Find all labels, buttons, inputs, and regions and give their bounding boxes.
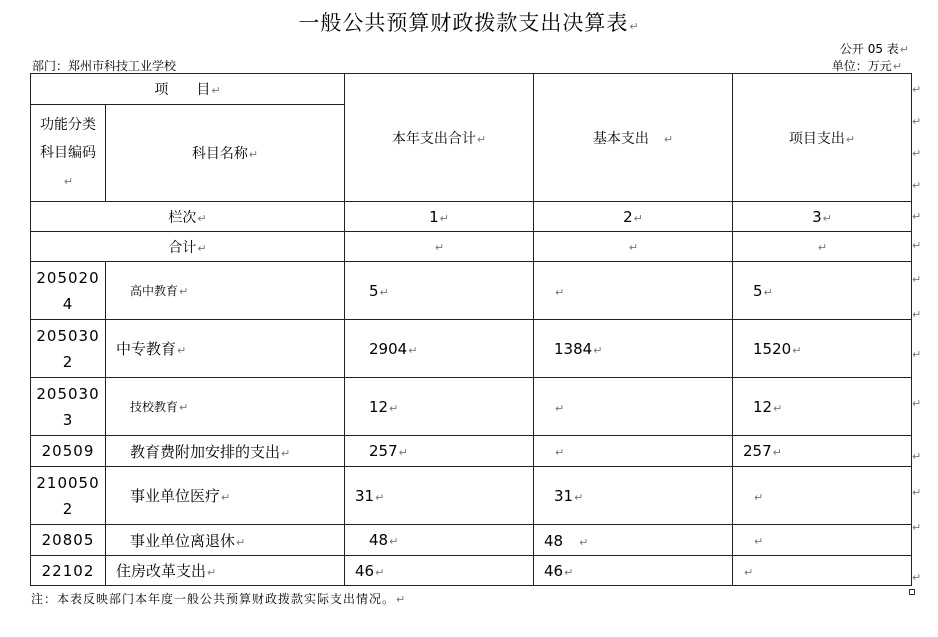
basic-value: ↵ xyxy=(534,262,733,320)
table-row xyxy=(31,262,912,320)
paragraph-mark: ↵ xyxy=(912,450,922,463)
subject-name: 技校教育↵ xyxy=(106,378,345,436)
column-index-row xyxy=(31,202,912,232)
unit-label: 单位：万元↵ xyxy=(831,59,902,73)
paragraph-mark: ↵ xyxy=(912,397,922,410)
func-code: 205030 3 xyxy=(31,378,106,436)
func-code: 22102 xyxy=(31,556,106,586)
header-row-item xyxy=(31,74,912,105)
report-title: 一般公共预算财政拨款支出决算表↵ xyxy=(298,11,640,35)
sum-total: ↵ xyxy=(345,232,534,262)
column-index-basic: 2↵ xyxy=(534,202,733,232)
sum-basic: ↵ xyxy=(534,232,733,262)
paragraph-mark: ↵ xyxy=(912,115,922,128)
basic-value: ↵ xyxy=(534,436,733,467)
subject-name: 教育费附加安排的支出↵ xyxy=(106,436,345,467)
paragraph-mark: ↵ xyxy=(912,571,922,584)
func-code: 205030 2 xyxy=(31,320,106,378)
func-code: 20509 xyxy=(31,436,106,467)
table-row xyxy=(31,320,912,378)
paragraph-mark: ↵ xyxy=(912,486,922,499)
sum-row xyxy=(31,232,912,262)
form-number: 公开 05 表↵ xyxy=(839,42,909,56)
column-index-label: 栏次↵ xyxy=(31,202,345,232)
paragraph-mark: ↵ xyxy=(912,308,922,321)
basic-value: 48 ↵ xyxy=(534,525,733,556)
header-item: 项 目↵ xyxy=(31,74,345,105)
table-row xyxy=(31,467,912,525)
table-row xyxy=(31,556,912,586)
total-value: 12↵ xyxy=(345,378,534,436)
paragraph-mark: ↵ xyxy=(912,521,922,534)
func-code: 205020 4 xyxy=(31,262,106,320)
project-value: 1520↵ xyxy=(733,320,912,378)
project-value: ↵ xyxy=(733,467,912,525)
total-value: 31↵ xyxy=(345,467,534,525)
header-basic: 基本支出 ↵ xyxy=(534,74,733,202)
paragraph-mark: ↵ xyxy=(912,348,922,361)
subject-name: 事业单位离退休↵ xyxy=(106,525,345,556)
footnote: 注：本表反映部门本年度一般公共预算财政拨款实际支出情况。↵ xyxy=(31,592,407,606)
table-row xyxy=(31,525,912,556)
basic-value: 1384↵ xyxy=(534,320,733,378)
column-index-project: 3↵ xyxy=(733,202,912,232)
sum-project: ↵ xyxy=(733,232,912,262)
total-value: 2904↵ xyxy=(345,320,534,378)
paragraph-mark: ↵ xyxy=(912,179,922,192)
expenditure-table xyxy=(30,73,912,586)
func-code: 20805 xyxy=(31,525,106,556)
total-value: 5↵ xyxy=(345,262,534,320)
subject-name: 中专教育↵ xyxy=(106,320,345,378)
basic-value: 31↵ xyxy=(534,467,733,525)
header-subject-name: 科目名称↵ xyxy=(106,105,345,202)
header-total: 本年支出合计↵ xyxy=(345,74,534,202)
project-value: 257↵ xyxy=(733,436,912,467)
table-row xyxy=(31,378,912,436)
subject-name: 住房改革支出↵ xyxy=(106,556,345,586)
basic-value: ↵ xyxy=(534,378,733,436)
paragraph-mark: ↵ xyxy=(912,210,922,223)
paragraph-mark: ↵ xyxy=(912,83,922,96)
project-value: ↵ xyxy=(733,556,912,586)
paragraph-mark: ↵ xyxy=(912,147,922,160)
func-code: 210050 2 xyxy=(31,467,106,525)
basic-value: 46↵ xyxy=(534,556,733,586)
department-label: 部门：郑州市科技工业学校 xyxy=(32,59,177,73)
total-value: 257↵ xyxy=(345,436,534,467)
paragraph-mark: ↵ xyxy=(912,273,922,286)
total-value: 48↵ xyxy=(345,525,534,556)
table-resize-handle[interactable] xyxy=(909,589,915,595)
total-value: 46↵ xyxy=(345,556,534,586)
sum-label: 合计↵ xyxy=(31,232,345,262)
project-value: ↵ xyxy=(733,525,912,556)
paragraph-mark: ↵ xyxy=(912,239,922,252)
project-value: 12↵ xyxy=(733,378,912,436)
column-index-total: 1↵ xyxy=(345,202,534,232)
project-value: 5↵ xyxy=(733,262,912,320)
subject-name: 高中教育↵ xyxy=(106,262,345,320)
header-project: 项目支出↵ xyxy=(733,74,912,202)
header-func-code: 功能分类科目编码↵ xyxy=(31,105,106,202)
subject-name: 事业单位医疗↵ xyxy=(106,467,345,525)
table-row xyxy=(31,436,912,467)
